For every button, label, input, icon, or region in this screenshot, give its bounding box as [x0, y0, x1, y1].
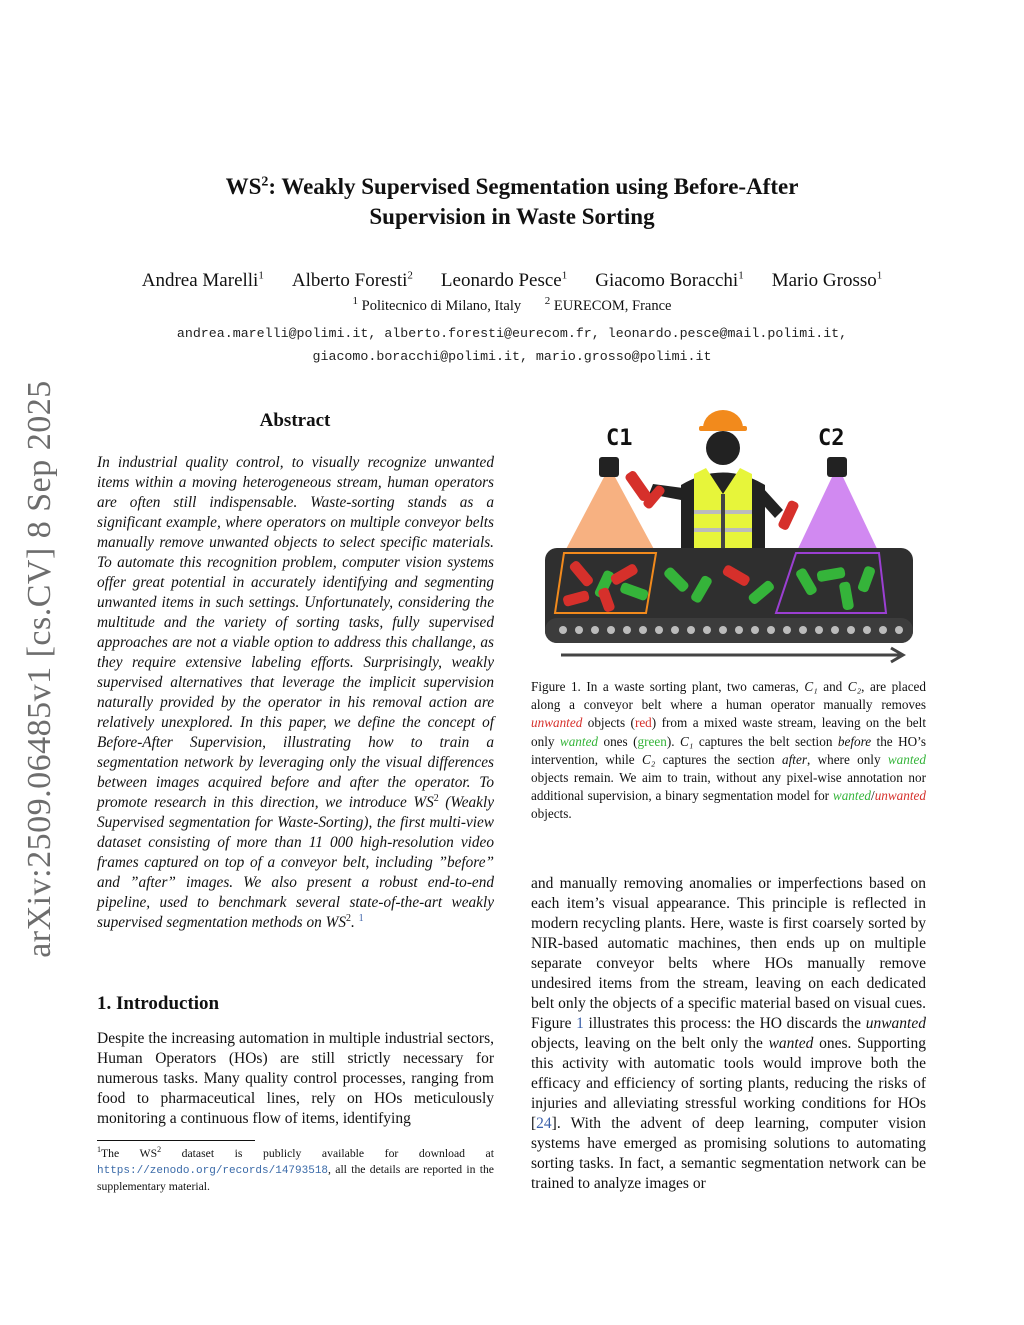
affiliation: $^1$ Politecnico di Milano, Italy [352, 295, 522, 314]
abstract-text: In industrial quality control, to visually recognize unwanted items within a moving heterogeneous stream, human operators are often still indispensable. Waste-sorting stands as a significant example, where operators on multiple conveyor belts manually remove unwanted objects to select specific materials. To automate this recognition problem, computer vision systems offer great potential in accurately identifying and segmenting unwanted items in such settings. Unfortunately, considering the multitude and the variety of sorting tasks, fully supervised approaches are not a viable option to address this challange, as they require extensive labeling efforts. Surprisingly, weakly supervised alternatives that leverage the implicit supervision naturally provided by the operator in his removal action are relatively unexplored. In this paper, we define the concept of Before-After Supervision, illustrating how to train a segmentation network by leveraging only the visual differences between images acquired before and after the operator. To promote research in this direction, we introduce $WS^2$ (Weakly Supervised segmentation for Waste-Sorting), the first multi-view dataset consisting of more than 11 000 high-resolution video frames captured on top of a conveyor belt, including ”before” and ”after” images. We also present a robust end-to-end pipeline, used to benchmark several state-of-the-art weakly supervised segmentation methods on $WS^2$. $^1$ [97, 454, 495, 931]
author: Giacomo Boracchi$^1$ [595, 269, 744, 291]
author: Leonardo Pesce$^1$ [440, 269, 568, 291]
figure-caption: Figure 1. In a waste sorting plant, two cameras, C₁ and C₂, are placed along a conveyor belt where a human operator manually removes unwanted objects (red) from a mixed waste stream, leaving on the belt only wanted ones (green). C₁ captures the belt section before the HO’s intervention, while C₂ captures the section after, where only wanted objects remain. We aim to train, without any pixel-wise annotation nor additional supervision, a binary segmentation model for wanted/unwanted objects. [531, 679, 926, 822]
arxiv-identifier[interactable]: arXiv:2509.06485v1 [cs.CV] 8 Sep 2025 [21, 380, 58, 958]
affiliation: $^2$ EURECOM, France [544, 295, 672, 314]
camera-c2-icon [827, 457, 847, 477]
footnote-ref-link[interactable]: 1 [358, 912, 364, 924]
camera-c2-view-cone [796, 477, 879, 553]
affiliations [0, 295, 1024, 315]
author-list [0, 270, 1024, 292]
dataset-url-link[interactable]: https://zenodo.org/records/14793518 [97, 1165, 329, 1177]
intro-paragraph-right: and manually removing anomalies or imperfections based on each item’s visual appearance. This principle is reflected in modern recycling plants. Here, waste is first coarsely sorted by NIR-based automatic machines, then ends up on multiple separate conveyor belts where HOs manually remove undesired items from the stream, leaving on each dedicated belt only the objects of a specific material based on visual cues. Figure 1 illustrates this process: the HO discards the unwanted objects, leaving on the belt only the wanted ones. Supporting this activity with automatic tools would improve both the efficacy and efficiency of sorting plants, reducing the risks of injuries and alleviating stressful working conditions for HOs [24]. With the advent of deep learning, computer vision systems have emerged as promising solutions to automating sorting tasks. In fact, a semantic segmentation network can be trained to analyze images or [531, 875, 926, 1192]
abstract-heading: Abstract [259, 410, 331, 431]
camera-c2-label: C2 [818, 426, 845, 451]
paper-title: $WS^2$: Weakly Supervised Segmentation using Before-After Supervision in Waste Sorting [225, 174, 799, 229]
author-emails: andrea.marelli@polimi.it, alberto.foresti@eurecom.fr, leonardo.pesce@mail.polimi.it, giacomo.boracchi@polimi.it, mario.grosso@polimi.it [176, 326, 848, 364]
figure-waste-sorting-illustration [531, 410, 926, 675]
section-heading-introduction: 1. Introduction [97, 993, 220, 1014]
figure-ref-link[interactable]: 1 [576, 1015, 584, 1032]
footnote-divider [97, 1140, 255, 1141]
footnote: $^1$The $WS^2$ dataset is publicly available for download at https://zenodo.org/records/14793518, all the details are reported in the supplementary material. [97, 1145, 494, 1193]
author: Alberto Foresti$^2$ [291, 269, 413, 291]
citation-link[interactable]: 24 [536, 1115, 552, 1132]
human-operator-figure [624, 410, 800, 555]
author: Andrea Marelli$^1$ [141, 269, 264, 291]
camera-c1-label: C1 [606, 426, 633, 451]
camera-c1-icon [599, 457, 619, 477]
author: Mario Grosso$^1$ [771, 269, 883, 291]
intro-paragraph-left: Despite the increasing automation in multiple industrial sectors, Human Operators (HOs) are still strictly necessary for numerous tasks. Many quality control processes, ranging from food to pharmaceutical lines, rely on HOs meticulously monitoring a continuous flow of items, identifying [97, 1030, 494, 1127]
